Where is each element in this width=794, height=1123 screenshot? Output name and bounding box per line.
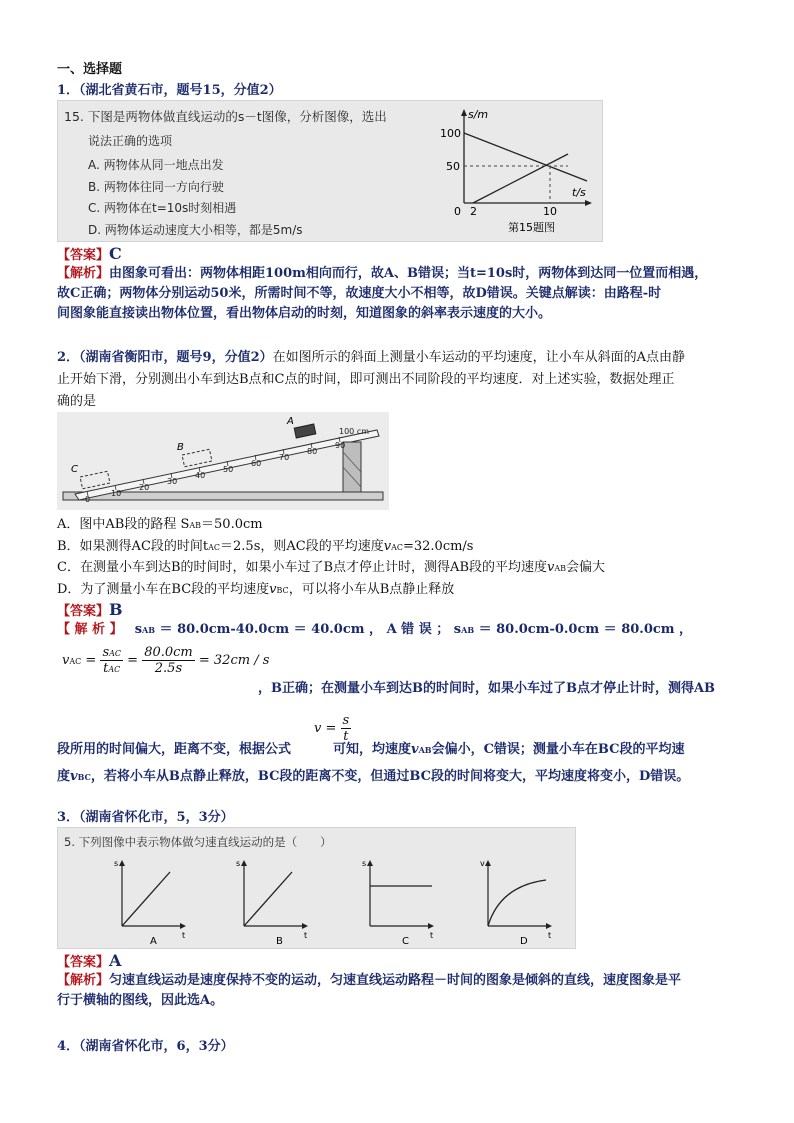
q2-formula-den2: 2.5s bbox=[154, 661, 183, 676]
q2-stem-line3: 确的是 bbox=[57, 394, 97, 409]
q3-header: 3．（湖南省怀化市，5，3分） bbox=[57, 810, 234, 825]
q2-answer-label: 【答案】 bbox=[57, 604, 110, 619]
q1-graph-line-1 bbox=[464, 133, 587, 181]
q2-p1-s: s bbox=[134, 622, 143, 637]
q2-tick-30: 30 bbox=[167, 477, 178, 486]
q3-analysis-label: 【解析】 bbox=[57, 973, 110, 988]
q2-stem bbox=[57, 348, 747, 412]
q2-option-b-v: v bbox=[383, 538, 392, 554]
q1-scan-option-c: C. 两物体在t=10s时刻相遇 bbox=[88, 201, 237, 215]
q1-graph-line-2 bbox=[473, 154, 568, 203]
q3-graph-a-ylabel: s bbox=[114, 859, 119, 868]
q1-graph-ylabel: s/m bbox=[468, 108, 489, 121]
q3-graph-d-xlabel: t bbox=[548, 931, 552, 940]
q1-answer-label: 【答案】 bbox=[57, 248, 110, 263]
q2-formula2-lhs: v = bbox=[314, 721, 337, 736]
q2-analysis-line2: ，B正确；在测量小车到达B的时间时，如果小车过了B点才停止计时，测得AB bbox=[258, 681, 716, 696]
q1-analysis-line3: 间图象能直接读出物体位置，看出物体启动的时刻，知道图象的斜率表示速度的大小。 bbox=[57, 306, 552, 321]
q2-formula-frac1 bbox=[100, 645, 123, 676]
q2-option-d bbox=[57, 580, 747, 602]
q2-option-b-tail: =32.0cm/s bbox=[402, 538, 474, 554]
q2-tick-50: 50 bbox=[223, 465, 234, 474]
q2-option-a-text: A．图中AB段的路程 S bbox=[57, 517, 190, 532]
q2-p4sub: BC bbox=[77, 772, 91, 782]
q2-option-b-text: B．如果测得AC段的时间t bbox=[57, 538, 209, 554]
q2-tick-80: 80 bbox=[307, 447, 318, 456]
q2-answer-value: B bbox=[109, 600, 123, 619]
q3-graph-a-xlabel: t bbox=[182, 931, 186, 940]
q1-scan-option-a: A. 两物体从同一地点出发 bbox=[88, 158, 224, 172]
q2-option-d-text: D．为了测量小车在BC段的平均速度 bbox=[57, 581, 270, 597]
q2-options bbox=[57, 515, 747, 601]
q1-scanned-question bbox=[57, 100, 603, 242]
q4-header: 4．（湖南省怀化市，6，3分） bbox=[57, 1039, 234, 1054]
q1-graph-y50: 50 bbox=[446, 160, 460, 173]
q1-graph-y-arrow bbox=[461, 109, 467, 116]
q1-scan-options bbox=[88, 155, 303, 241]
q2-formula2-num: s bbox=[342, 713, 350, 728]
q2-p3b: 可知，均速度 bbox=[333, 742, 412, 757]
q2-tick-70: 70 bbox=[279, 453, 290, 462]
q2-option-a bbox=[57, 515, 747, 537]
q2-formula2-den: t bbox=[343, 729, 349, 744]
q2-option-c-text: C．在测量小车到达B的时间时，如果小车过了B点才停止计时，测得AB段的平均速度 bbox=[57, 560, 547, 575]
q3-graph-c-xlabel: t bbox=[430, 931, 434, 940]
q3-analysis-line1: 匀速直线运动是速度保持不变的运动，匀速直线运动路程－时间的图象是倾斜的直线，速度图象是平 bbox=[109, 973, 682, 988]
q2-label-a: A bbox=[287, 416, 294, 427]
q2-tick-20: 20 bbox=[139, 483, 150, 492]
q2-option-d-tail: ，可以将小车从B点静止释放 bbox=[288, 581, 455, 597]
q2-option-b-sub2: AC bbox=[391, 542, 403, 552]
q2-option-b-mid: ＝2.5s，则AC段的平均速度 bbox=[220, 538, 384, 554]
q3-graph-a-label: A bbox=[150, 936, 157, 947]
q3-graph-b bbox=[236, 859, 308, 947]
q2-label-b: B bbox=[177, 442, 184, 453]
q2-formula-vac: vAC = $\frac{\text{sAC}}{\text{tAC}}$ = $\frac{80.0cm}{2.5s}$ = 32cm / s bbox=[62, 645, 270, 676]
q3-answer-label: 【答案】 bbox=[57, 955, 110, 970]
q3-graph-b-ylabel: s bbox=[236, 859, 241, 868]
q1-answer-value: C bbox=[109, 244, 122, 263]
q1-graph-xlabel: t/s bbox=[572, 186, 586, 199]
q2-formula-result: = 32cm / s bbox=[198, 653, 270, 668]
q2-p1-sub: AB bbox=[142, 625, 156, 635]
q2-p1-s2: s bbox=[453, 622, 462, 637]
q2-option-b-sub1: AC bbox=[208, 542, 221, 552]
q1-analysis-line2: 故C正确；两物体分别运动50米，所需时间不等，故速度大小不相等，故D错误。关键点解读：由路程-时 bbox=[57, 286, 662, 301]
q3-graph-d-ylabel: v bbox=[480, 859, 485, 868]
q2-option-a-tail: ＝50.0cm bbox=[201, 517, 263, 532]
q2-header: 2．（湖南省衡阳市，题号9，分值2） bbox=[57, 350, 273, 365]
q1-graph-x10: 10 bbox=[543, 205, 557, 218]
q2-option-d-v: v bbox=[269, 581, 277, 597]
q2-analysis-line1 bbox=[57, 620, 747, 640]
q2-label-c: C bbox=[71, 464, 78, 475]
q2-analysis-line4 bbox=[57, 765, 689, 784]
q2-p1-text2: ＝ 80.0cm-0.0cm ＝ 80.0cm ， bbox=[478, 622, 693, 637]
q2-formula-frac2 bbox=[142, 645, 195, 676]
q2-formula-num: s bbox=[102, 645, 110, 660]
q3-scanned-question bbox=[57, 827, 576, 949]
q3-graph-c-label: C bbox=[402, 936, 409, 947]
q1-graph-y100: 100 bbox=[440, 127, 461, 140]
section-heading: 一、选择题 bbox=[57, 62, 123, 77]
q2-p1-text: ＝ 80.0cm-40.0cm ＝ 40.0cm ， A 错 误 ； bbox=[159, 622, 450, 637]
q1-header: 1．（湖北省黄石市，题号15，分值2） bbox=[57, 83, 282, 98]
q3-graph-d-label: D bbox=[520, 936, 528, 947]
q3-graph-c-ylabel: s bbox=[362, 859, 367, 868]
q2-tick-10: 10 bbox=[111, 489, 122, 498]
q3-answer-value: A bbox=[109, 951, 122, 970]
q2-p4a: 度 bbox=[57, 769, 71, 784]
q2-p1-sub2: AB bbox=[461, 625, 475, 635]
q2-analysis-line3 bbox=[57, 738, 685, 757]
q3-graph-a bbox=[114, 859, 186, 947]
q1-graph-x2: 2 bbox=[470, 205, 477, 218]
q2-formula-num2: 80.0cm bbox=[144, 645, 193, 660]
q2-option-c bbox=[57, 558, 747, 580]
q2-formula-den: t bbox=[103, 661, 109, 676]
q3-analysis-line2: 行于横轴的图线，因此选A。 bbox=[57, 993, 224, 1008]
q3-graph-d bbox=[480, 859, 552, 947]
q3-graph-c bbox=[362, 859, 434, 947]
q1-st-graph bbox=[438, 105, 598, 237]
q2-option-d-sub: BC bbox=[276, 585, 289, 595]
q2-p3c: 会偏小，C错误；测量小车在BC段的平均速 bbox=[431, 742, 685, 757]
q2-tick-0: 0 bbox=[85, 495, 91, 504]
q2-formula-den-sub: AC bbox=[108, 665, 121, 674]
q2-option-c-v: v bbox=[547, 560, 555, 575]
q1-scan-option-d: D. 两物体运动速度大小相等，都是5m/s bbox=[88, 222, 303, 237]
q2-tick-40: 40 bbox=[195, 471, 206, 480]
q1-answer bbox=[57, 244, 122, 263]
q1-analysis bbox=[57, 264, 747, 324]
q1-scan-stem-1: 15. 下图是两物体做直线运动的s－t图像，分析图像，选出 bbox=[64, 109, 387, 124]
q2-p3vsub: AB bbox=[418, 745, 432, 755]
q1-graph-x-arrow bbox=[585, 200, 592, 206]
q2-ruler-end: 100 cm bbox=[339, 427, 370, 436]
q3-graph-b-xlabel: t bbox=[304, 931, 308, 940]
q3-graphs bbox=[58, 846, 575, 948]
q1-graph-x0: 0 bbox=[454, 205, 461, 218]
q2-option-b bbox=[57, 537, 747, 559]
q2-option-c-tail: 会偏大 bbox=[566, 560, 606, 575]
q3-answer bbox=[57, 951, 121, 970]
q2-incline-figure bbox=[57, 412, 389, 510]
q2-answer bbox=[57, 600, 123, 619]
q1-scan-option-b: B. 两物体往同一方向行驶 bbox=[88, 179, 224, 194]
q1-analysis-label: 【解析】 bbox=[57, 266, 110, 281]
q2-tick-60: 60 bbox=[251, 459, 262, 468]
q1-graph-caption: 第15题图 bbox=[508, 221, 555, 234]
q3-analysis bbox=[57, 971, 747, 1011]
q3-scan-stem: 5. 下列图像中表示物体做匀速直线运动的是（ ） bbox=[64, 835, 332, 849]
q2-formula-num-sub: AC bbox=[109, 649, 122, 658]
q2-option-a-sub: AB bbox=[189, 521, 202, 530]
q1-scan-stem-2: 说法正确的选项 bbox=[88, 134, 173, 148]
q2-stem-line2: 止开始下滑，分别测出小车到达B点和C点的时间，即可测出不同阶段的平均速度．对上述实验，数据处理正 bbox=[57, 372, 675, 387]
q2-p4v: v bbox=[70, 769, 78, 784]
q1-analysis-line1: 由图象可看出：两物体相距100m相向而行，故A、B错误；当t=10s时，两物体到达同一位置而相遇， bbox=[109, 266, 708, 281]
q2-p3v: v bbox=[411, 742, 419, 757]
q2-option-c-sub: AB bbox=[554, 564, 567, 573]
q2-analysis-label: 【 解 析 】 bbox=[57, 622, 123, 637]
q2-stem-line1: 在如图所示的斜面上测量小车运动的平均速度，让小车从斜面的A点由静 bbox=[272, 350, 686, 365]
q2-p3a: 段所用的时间偏大，距离不变，根据公式 bbox=[57, 742, 292, 757]
q2-tick-90: 90 bbox=[335, 441, 346, 450]
q2-formula-lhs-sub: AC bbox=[69, 657, 82, 666]
q3-graph-b-label: B bbox=[276, 936, 283, 947]
q2-p4b: ，若将小车从B点静止释放，BC段的距离不变，但通过BC段的时间将变大，平均速度将变小，D错误。 bbox=[90, 769, 690, 784]
q2-formula-lhs: v bbox=[62, 653, 70, 668]
